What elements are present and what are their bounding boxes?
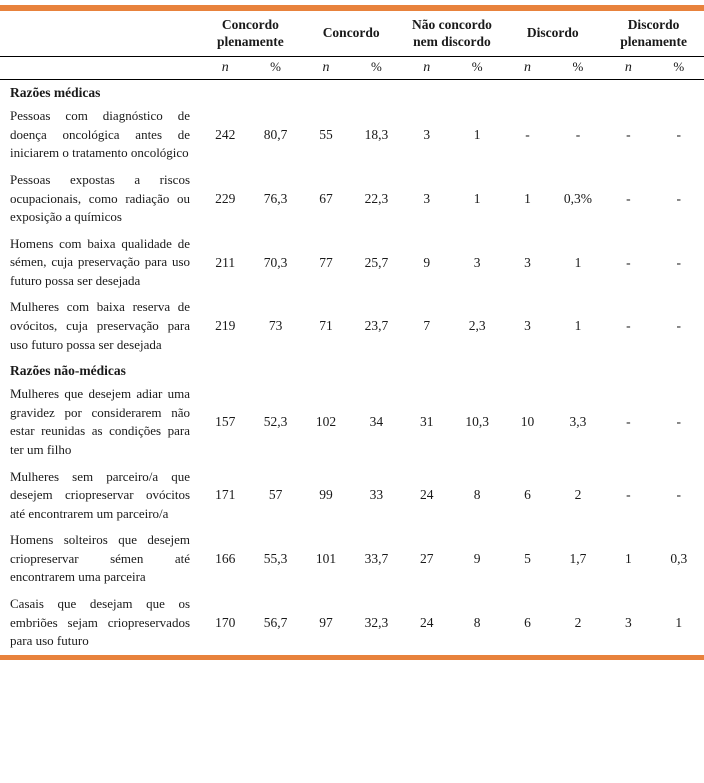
- cell-value: 2: [574, 614, 582, 630]
- group-header-discordo-plenamente: Discordo plenamente: [603, 11, 704, 56]
- subheader-n: n: [502, 56, 552, 80]
- cell-value: 1: [473, 190, 481, 206]
- cell-value: -: [575, 127, 581, 143]
- cell-value: 73: [268, 318, 283, 334]
- cell-value: -: [676, 254, 682, 270]
- table-row: [0, 381, 704, 463]
- cell-value: 229: [215, 190, 236, 206]
- subheader-n: n: [603, 56, 653, 80]
- section-title: Razões não-médicas: [10, 363, 126, 379]
- stub-subheader-cell: [0, 56, 200, 80]
- cell-value: 1: [473, 127, 481, 143]
- cell-value: 34: [369, 414, 384, 430]
- cell-value: 33: [369, 487, 384, 503]
- cell-value: 55: [319, 127, 333, 143]
- cell-value: 27: [420, 551, 434, 567]
- section-header-row: [0, 358, 704, 381]
- row-label: Mulheres sem parceiro/a que desejem criopreservar ovócitos até encontrarem um parceiro/a: [10, 468, 191, 521]
- cell-value: 2: [574, 487, 582, 503]
- cell-value: 170: [215, 614, 236, 630]
- cell-value: 6: [524, 614, 531, 630]
- cell-value: 23,7: [364, 318, 389, 334]
- row-label: Mulheres com baixa reserva de ovócitos, cuja preservação para uso futuro possa ser desejada: [10, 299, 191, 352]
- cell-value: -: [676, 127, 682, 143]
- subheader-pct: %: [452, 56, 502, 80]
- cell-value: 22,3: [364, 190, 389, 206]
- cell-value: -: [626, 127, 631, 143]
- subheader-n: n: [200, 56, 250, 80]
- cell-value: 10: [520, 414, 535, 430]
- stub-header-cell: [0, 11, 200, 56]
- cell-value: -: [525, 127, 530, 143]
- table-body: [0, 80, 704, 655]
- cell-value: 33,7: [364, 551, 389, 567]
- subheader-pct: %: [351, 56, 401, 80]
- cell-value: -: [626, 190, 631, 206]
- group-header-discordo: Discordo: [502, 11, 603, 56]
- cell-value: 0,3%: [563, 190, 592, 206]
- cell-value: 24: [420, 487, 434, 503]
- cell-value: 24: [420, 614, 434, 630]
- cell-value: 56,7: [263, 614, 288, 630]
- cell-value: 9: [423, 254, 431, 270]
- cell-value: 3: [624, 614, 632, 630]
- cell-value: 8: [473, 614, 481, 630]
- cell-value: 8: [473, 487, 481, 503]
- cell-value: 3: [473, 254, 481, 270]
- cell-value: 18,3: [364, 127, 389, 143]
- group-header-row: [0, 11, 704, 56]
- cell-value: -: [626, 414, 631, 430]
- cell-value: -: [626, 254, 631, 270]
- cell-value: -: [676, 190, 682, 206]
- subheader-pct: %: [250, 56, 300, 80]
- cell-value: 211: [215, 254, 236, 270]
- cell-value: 1: [574, 318, 582, 334]
- cell-value: -: [676, 414, 682, 430]
- cell-value: 67: [319, 190, 333, 206]
- cell-value: 1: [524, 190, 531, 206]
- cell-value: 77: [319, 254, 333, 270]
- subheader-n: n: [402, 56, 452, 80]
- cell-value: 3: [423, 127, 431, 143]
- cell-value: -: [676, 487, 682, 503]
- table-header: [0, 11, 704, 80]
- section-header-row: [0, 80, 704, 104]
- cell-value: 55,3: [263, 551, 288, 567]
- cell-value: 6: [524, 487, 531, 503]
- cell-value: 70,3: [263, 254, 288, 270]
- table-row: [0, 294, 704, 358]
- table-row: [0, 167, 704, 231]
- table-row: [0, 103, 704, 167]
- subheader-pct: %: [654, 56, 704, 80]
- cell-value: 10,3: [465, 414, 489, 430]
- row-label: Pessoas com diagnóstico de doença oncológica antes de iniciarem o tratamento oncológico: [10, 108, 191, 161]
- cell-value: 2,3: [468, 318, 486, 334]
- table-row: [0, 464, 704, 528]
- table-row: [0, 231, 704, 295]
- cell-value: 1: [675, 614, 683, 630]
- cell-value: 97: [319, 614, 333, 630]
- group-header-nao-concordo-nem-discordo: Não concordo nem discordo: [402, 11, 503, 56]
- subheader-pct: %: [553, 56, 603, 80]
- table-row: [0, 527, 704, 591]
- cell-value: 0,3: [670, 551, 688, 567]
- table-row: [0, 591, 704, 655]
- cell-value: 171: [215, 487, 236, 503]
- group-header-concordo: Concordo: [301, 11, 402, 56]
- cell-value: 1,7: [569, 551, 587, 567]
- cell-value: 157: [215, 414, 236, 430]
- cell-value: 71: [319, 318, 333, 334]
- cell-value: 57: [268, 487, 283, 503]
- cell-value: 3: [524, 318, 531, 334]
- row-label: Casais que desejam que os embriões sejam criopreservados para uso futuro: [10, 595, 191, 649]
- cell-value: 3,3: [569, 414, 587, 430]
- row-label: Mulheres que desejem adiar uma gravidez por considerarem não estar reunidas as condições para ter um filho: [10, 386, 191, 457]
- section-title: Razões médicas: [10, 85, 101, 101]
- cell-value: 3: [524, 254, 531, 270]
- cell-value: 1: [574, 254, 582, 270]
- cell-value: 32,3: [364, 614, 389, 630]
- row-label: Homens com baixa qualidade de sémen, cuja preservação para uso futuro possa ser desejada: [10, 235, 191, 288]
- cell-value: -: [626, 487, 631, 503]
- results-table-container: [0, 5, 704, 660]
- cell-value: 25,7: [364, 254, 389, 270]
- cell-value: 31: [420, 414, 434, 430]
- cell-value: 80,7: [263, 127, 288, 143]
- agreement-results-table: [0, 11, 704, 655]
- row-label: Pessoas expostas a riscos ocupacionais, como radiação ou exposição a químicos: [10, 171, 191, 225]
- cell-value: -: [626, 318, 631, 334]
- subheader-row: [0, 56, 704, 80]
- cell-value: 3: [423, 190, 431, 206]
- cell-value: 242: [215, 127, 236, 143]
- cell-value: 101: [315, 551, 337, 567]
- cell-value: 9: [473, 551, 481, 567]
- cell-value: 1: [624, 551, 632, 567]
- cell-value: 5: [524, 551, 531, 567]
- cell-value: 76,3: [263, 190, 288, 206]
- row-label: Homens solteiros que desejem criopreservar sémen até encontrarem uma parceira: [10, 532, 191, 585]
- cell-value: 99: [319, 487, 333, 503]
- group-header-concordo-plenamente: Concordo plenamente: [200, 11, 301, 56]
- cell-value: -: [676, 318, 682, 334]
- cell-value: 219: [215, 318, 236, 334]
- cell-value: 52,3: [263, 414, 288, 430]
- cell-value: 102: [315, 414, 337, 430]
- cell-value: 166: [215, 551, 236, 567]
- subheader-n: n: [301, 56, 351, 80]
- cell-value: 7: [423, 318, 431, 334]
